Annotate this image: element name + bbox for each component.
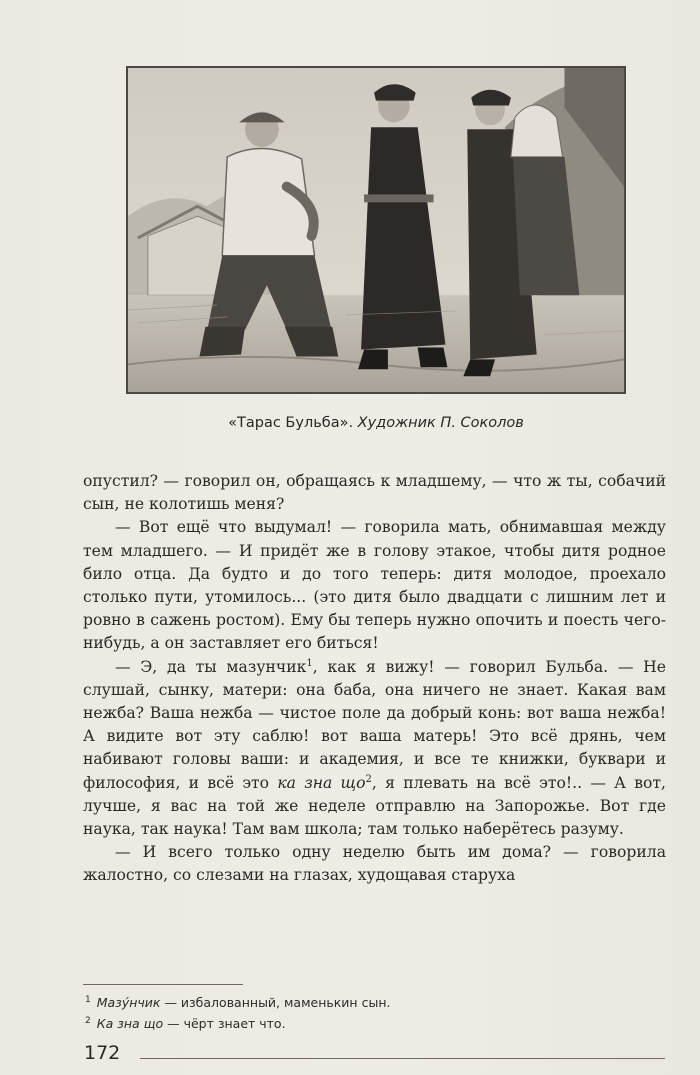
footnote-term: Ка зна що <box>96 1016 164 1032</box>
page-bottom-rule <box>140 1058 665 1059</box>
footnote-number: 2 <box>85 1016 91 1027</box>
caption-artist: Художник П. Соколов <box>357 415 524 431</box>
paragraph-text: , я плевать на всё это!.. — А вот, лучше, я вас на той же неделе отправлю на Запорожье. Вот где наука, так наука! Там вам школа; там только наберётесь разуму. <box>83 773 666 839</box>
footnote-divider <box>83 984 243 985</box>
body-text <box>83 470 666 888</box>
paragraph <box>83 656 666 842</box>
footnote-definition: — избалованный, маменькин сын. <box>160 995 391 1011</box>
paragraph: — Вот ещё что выдумал! — говорила мать, обнимавшая между тем младшего. — И придёт же в голову этакое, чтобы дитя родное било отца. Да будто и до того теперь: дитя молодое, проехало столько пути, утомилось... (это дитя было двадцати с лишним лет и ровно в сажень ростом). Ему бы теперь нужно опочить и поесть чего-нибудь, а он заставляет его биться! <box>83 518 666 653</box>
illustration-taras-bulba <box>126 66 626 394</box>
footnote-ref[interactable]: 2 <box>365 773 372 785</box>
footnote-definition: — чёрт знает что. <box>163 1016 286 1032</box>
engraving-illustration <box>128 68 624 392</box>
italic-phrase: ка зна що <box>277 773 366 792</box>
page-number: 172 <box>84 1042 121 1064</box>
footnote <box>85 991 645 1012</box>
paragraph-text: , как я вижу! — говорил Бульба. — Не слушай, сынку, матери: она баба, она ничего не знает. Какая вам нежба? Ваша нежба — чистое поле да добрый конь: вот ваша нежба! А видите вот эту саблю! вот ваша матерь! Это всё дрянь, чем набивают головы ваши: и академия, и все те книжки, буквари и философия, и всё это <box>83 657 666 792</box>
footnote-ref[interactable]: 1 <box>306 657 313 669</box>
footnote-number: 1 <box>85 995 91 1005</box>
caption-title: «Тарас Бульба». <box>228 415 354 431</box>
paragraph: — И всего только одну неделю быть им дома? — говорила жалостно, со слезами на глазах, худощавая старуха <box>83 843 666 885</box>
paragraph: опустил? — говорил он, обращаясь к младшему, — что ж ты, собачий сын, не колотишь меня? <box>83 472 666 514</box>
illustration-caption <box>126 415 626 431</box>
paragraph-text: — Э, да ты мазунчик <box>115 657 307 676</box>
footnotes <box>85 991 645 1033</box>
footnote-term: Мазýнчик <box>96 995 161 1011</box>
footnote <box>85 1012 645 1033</box>
